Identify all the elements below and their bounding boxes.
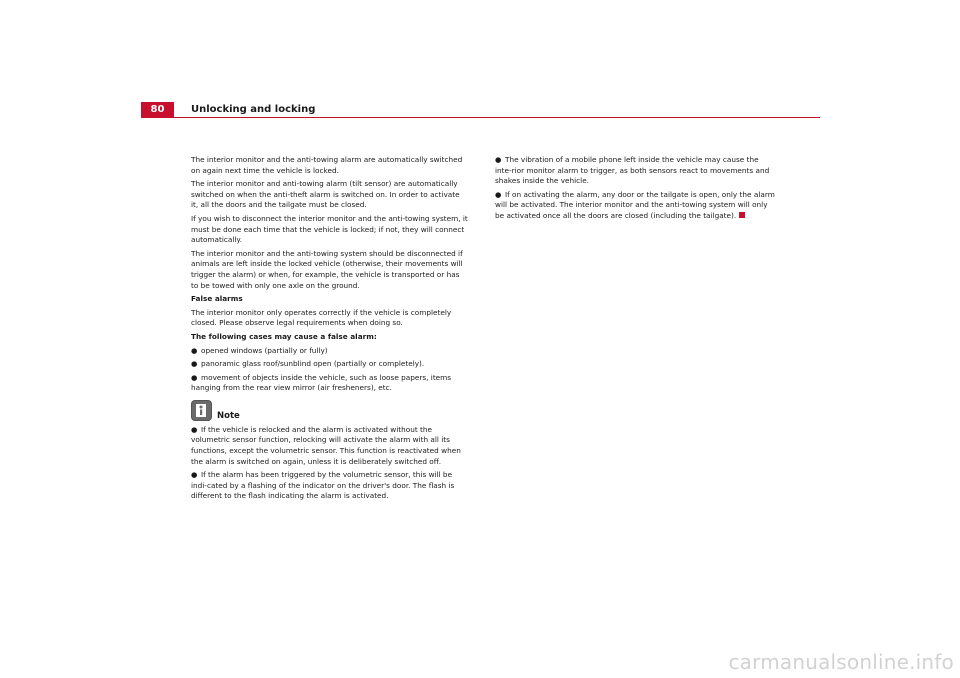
paragraph: If you wish to disconnect the interior monitor and the anti-towing system, it must be done each time that the vehicle is locked; if not, they will connect automatically.: [191, 213, 468, 245]
false-alarms-heading: False alarms: [191, 294, 243, 304]
left-column: [191, 155, 469, 505]
section-title: Unlocking and locking: [191, 104, 316, 115]
bullet-icon: ●: [191, 470, 198, 480]
paragraph: The interior monitor only operates correctly if the vehicle is completely closed. Please observe legal requirements when doing so.: [191, 307, 452, 328]
list-item: ● movement of objects inside the vehicle, such as loose papers, items hanging from the rear view mirror (air fresheners), etc.: [191, 372, 452, 393]
bullet-icon: ●: [191, 359, 198, 369]
bullet-icon: ●: [191, 345, 198, 355]
bullet-icon: ●: [495, 189, 502, 199]
page-number: 80: [141, 102, 174, 118]
paragraph: The interior monitor and the anti-towing alarm are automatically switched on again next time the vehicle is locked.: [191, 155, 463, 175]
bullet-icon: ●: [191, 424, 198, 434]
paragraph: The interior monitor and the anti-towing system should be disconnected if animals are left inside the locked vehicle (otherwise, their movements will trigger the alarm) or when, for example, the vehicle is transported or has to be towed with only one axle on the ground.: [191, 248, 463, 290]
list-item: ● If the alarm has been triggered by the volumetric sensor, this will be indi-cated by a flashing of the indicator on the driver's door. The flash is different to the flash indicating the alarm is activated.: [191, 470, 455, 501]
bullet-icon: ●: [191, 372, 198, 382]
note-label: Note: [217, 410, 240, 421]
list-item: ● If the vehicle is relocked and the alarm is activated without the volumetric sensor function, relocking will activate the alarm with all its functions, except the volumetric sensor. This function is reactivated when the alarm is switched on again, unless it is deliberately switched off.: [191, 424, 461, 466]
paragraph: The interior monitor and anti-towing alarm (tilt sensor) are automatically switched on when the anti-theft alarm is switched on. In order to activate it, all the doors and the tailgate must be closed.: [191, 179, 460, 210]
list-item: ● If on activating the alarm, any door or the tailgate is open, only the alarm will be activated. The interior monitor and the anti-towing system will only be activated once all the doors are closed (including the tailgate).: [495, 189, 775, 220]
info-icon: [191, 400, 212, 421]
list-item: ● The vibration of a mobile phone left inside the vehicle may cause the inte-rior monitor alarm to trigger, as both sensors react to movements and shakes inside the vehicle.: [495, 155, 770, 186]
watermark: carmanualsonline.info: [728, 650, 954, 674]
end-of-section-icon: [739, 212, 745, 218]
bullet-icon: ●: [495, 155, 502, 164]
note-header: [191, 400, 469, 421]
cases-heading: The following cases may cause a false alarm:: [191, 331, 377, 341]
list-item: ● opened windows (partially or fully): [191, 345, 328, 355]
right-column: [495, 155, 775, 225]
list-item: ● panoramic glass roof/sunblind open (partially or completely).: [191, 359, 425, 369]
header-rule: [141, 117, 820, 118]
